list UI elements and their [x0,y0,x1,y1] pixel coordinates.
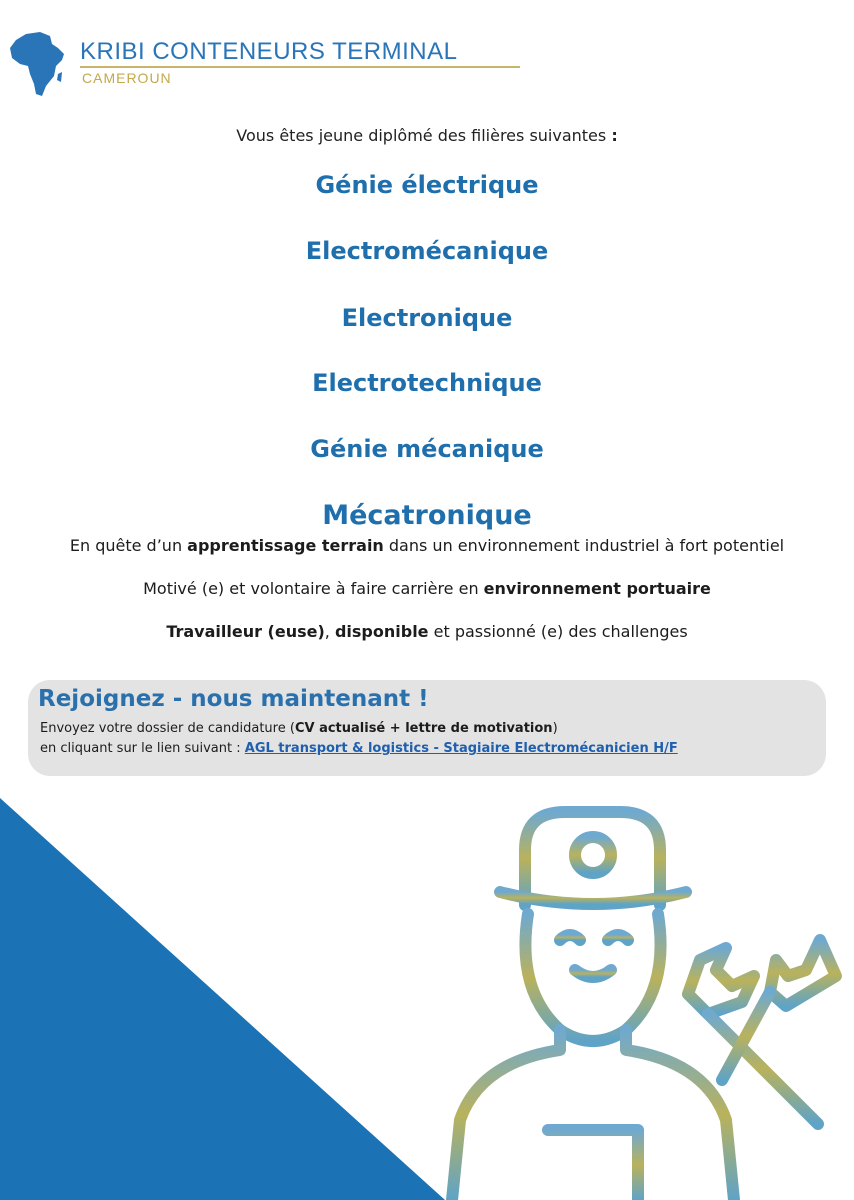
requirement-travailleur [0,622,854,641]
para-2-bold2: disponible [334,622,429,641]
application-link[interactable]: AGL transport & logistics - Stagiaire Electromécanicien H/F [244,741,678,756]
para-2-mid: , [324,622,335,641]
cta-instructions [40,721,558,736]
cta-line1-post: ) [552,721,558,736]
cta-link-line [40,741,678,756]
cta-line1-bold: CV actualisé + lettre de motivation [294,721,553,736]
field-electromecanique: Electromécanique [305,237,549,265]
intro-text [0,126,854,145]
intro-sentence: Vous êtes jeune diplômé des filières suivantes [236,126,612,145]
company-name: KRIBI CONTENEURS TERMINAL [80,38,458,65]
para-0-bold: apprentissage terrain [187,536,384,555]
para-0-post: dans un environnement industriel à fort potentiel [383,536,785,555]
africa-logo-icon [6,30,70,100]
field-genie-mecanique: Génie mécanique [310,435,544,463]
requirement-apprentissage [0,536,854,555]
country-name: CAMEROUN [82,70,172,86]
field-electrotechnique: Electrotechnique [312,369,542,397]
para-0-pre: En quête d’un [69,536,188,555]
cta-line1-pre: Envoyez votre dossier de candidature ( [40,721,295,736]
para-1-bold: environnement portuaire [483,579,711,598]
field-mecatronique: Mécatronique [322,500,532,531]
header-divider [80,66,520,68]
field-electronique: Electronique [341,304,513,332]
para-2-bold1: Travailleur (euse) [166,622,325,641]
para-1-pre: Motivé (e) et volontaire à faire carrière en [143,579,484,598]
para-2-post: et passionné (e) des challenges [428,622,688,641]
requirement-portuaire [0,579,854,598]
decorative-illustration [0,780,854,1200]
field-genie-electrique: Génie électrique [315,171,539,199]
cta-title: Rejoignez - nous maintenant ! [38,686,429,712]
blue-triangle-shape [0,798,445,1200]
cta-line2-pre: en cliquant sur le lien suivant : [40,741,245,756]
intro-colon: : [611,126,618,145]
